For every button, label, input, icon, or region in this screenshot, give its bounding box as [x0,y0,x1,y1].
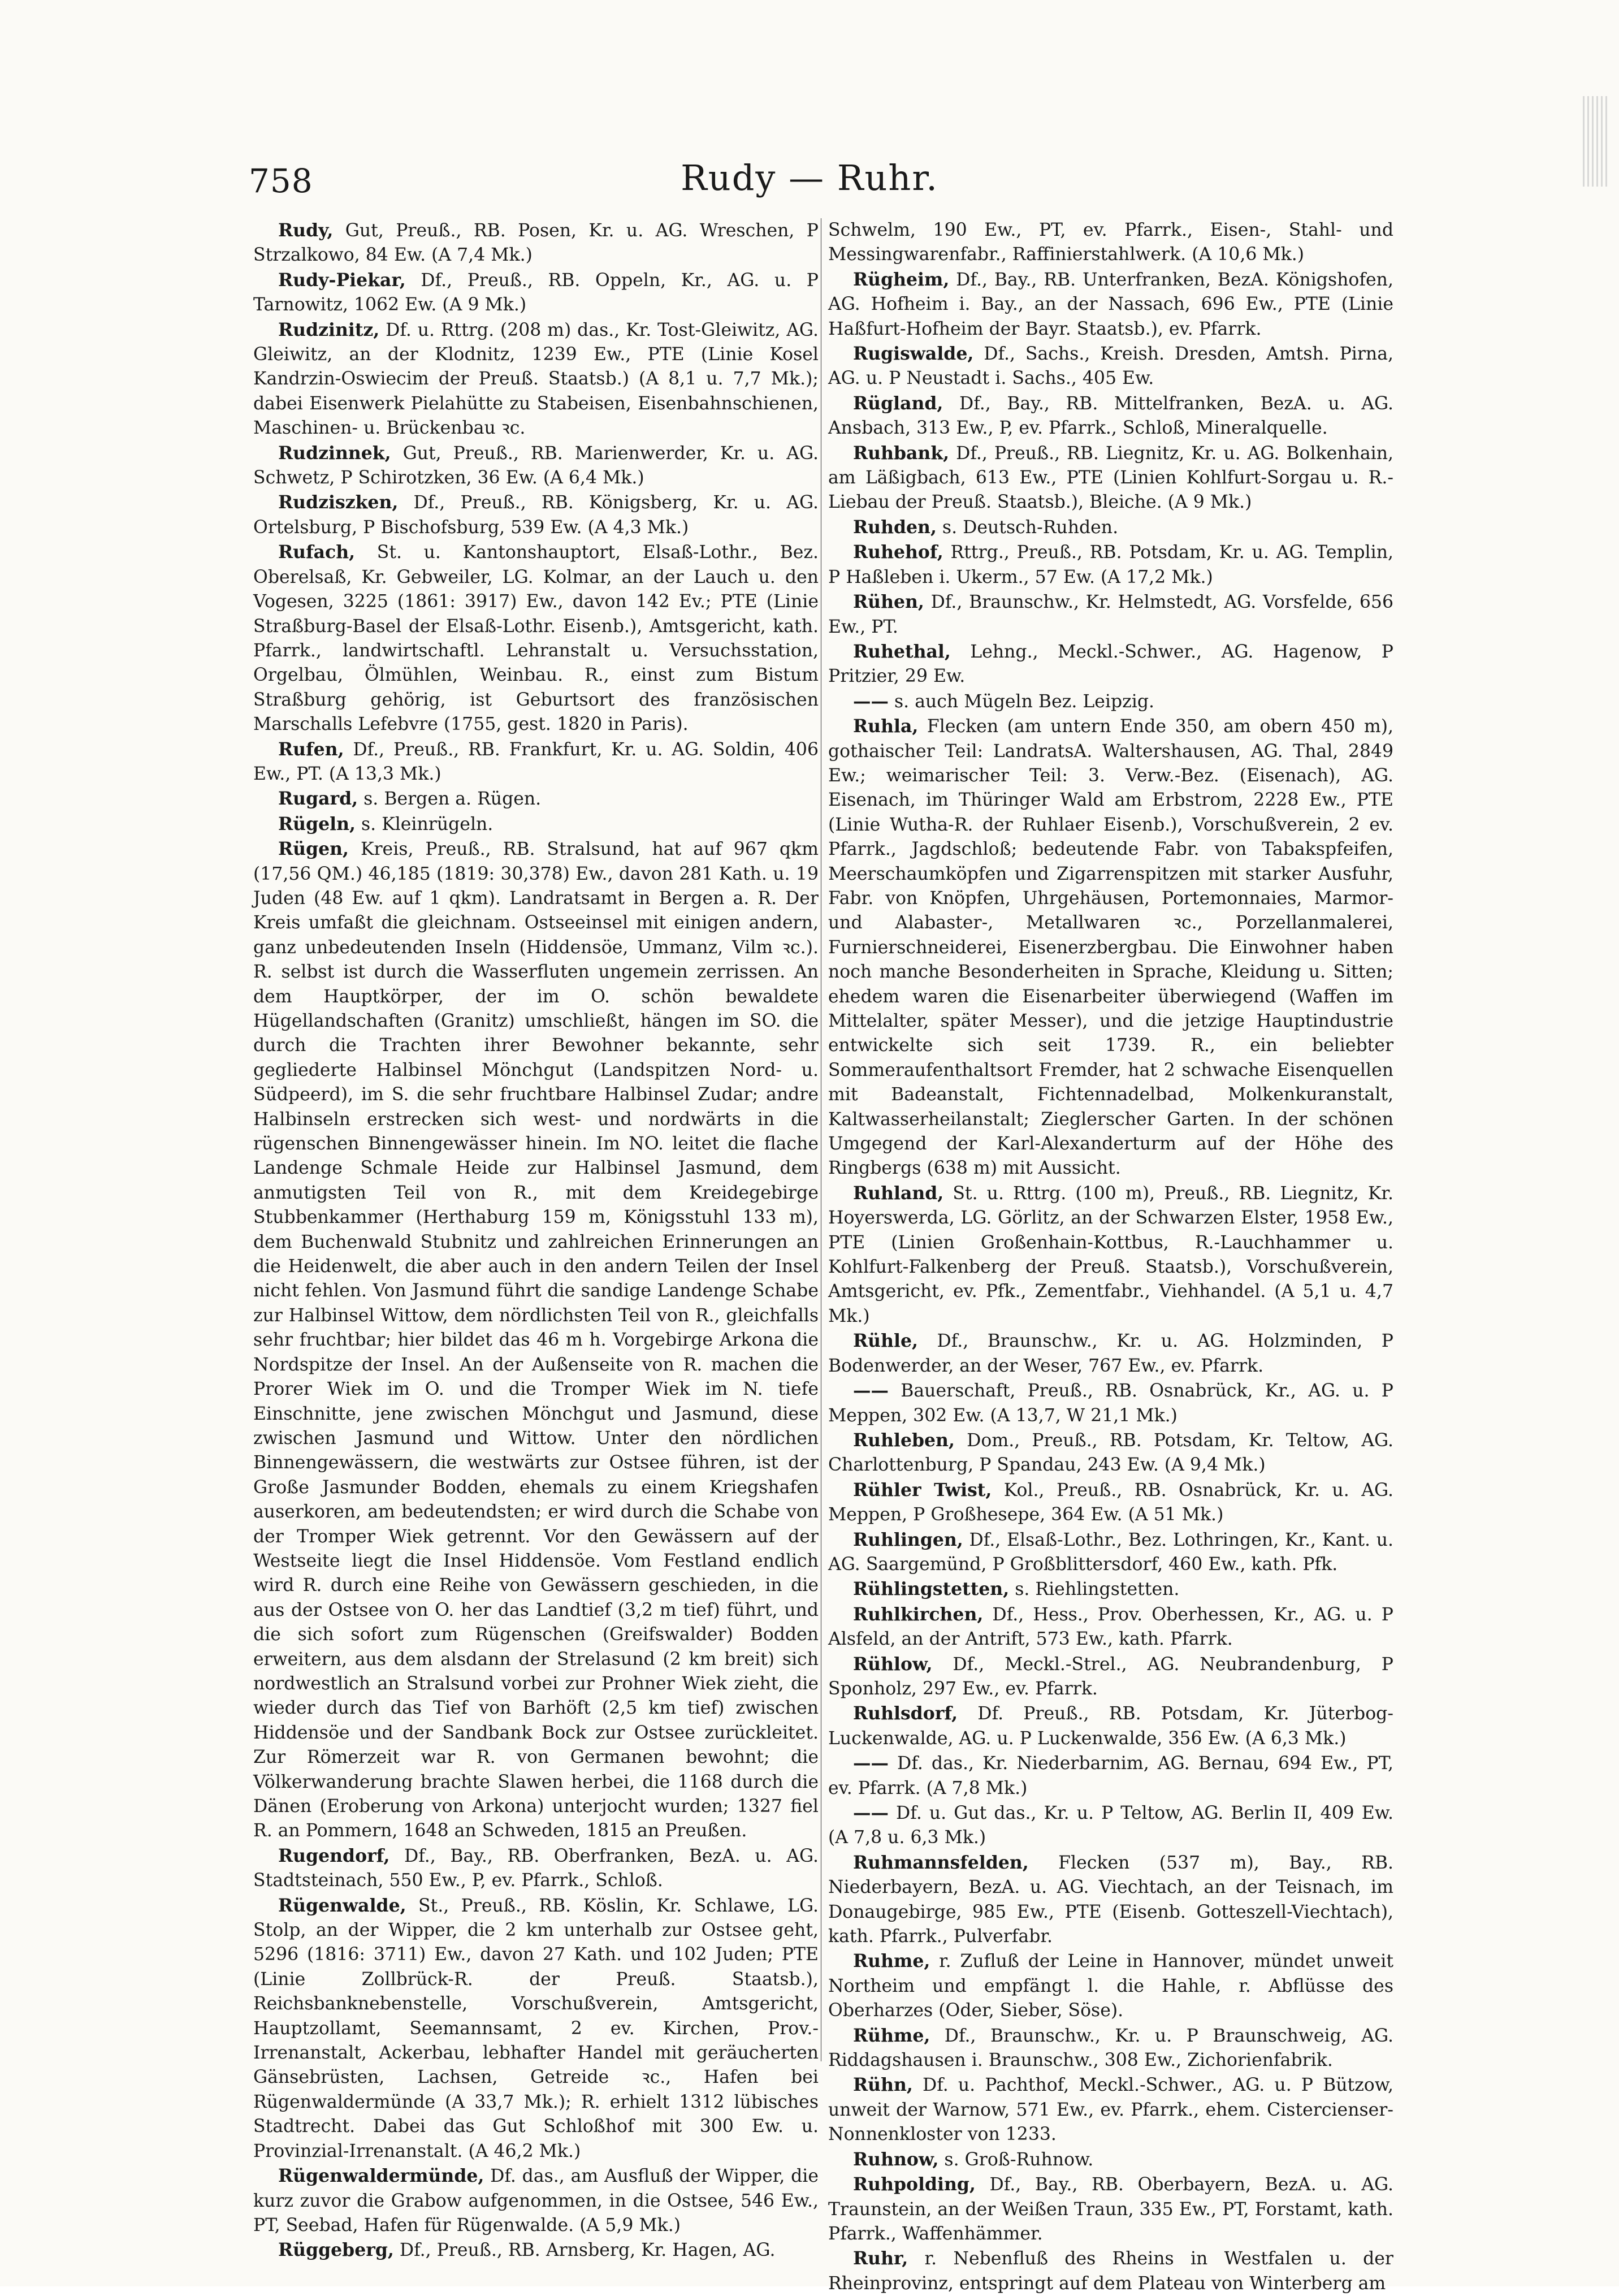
entry-text: St., Preuß., RB. Köslin, Kr. Schlawe, LG. Stolp, an der Wipper, die 2 km unterhalb zur Ostsee geht, 5296 (1816: 3711) Ew., davon 27 Kath. und 102 Juden; PTE (Linie Zollbrück-R. der Preuß. Staatsb.), Reichsbanknebenstelle, Vorschußverein, Amtsgericht, Hauptzollamt, Seemannsamt, 2 ev. Kirchen, Prov.-Irrenanstalt, Ackerbau, lebhafter Handel mit geräucherten Gänsebrüsten, Lachsen, Getreide ꝛc., Hafen bei Rügenwaldermünde (A 33,7 Mk.); R. erhielt 1312 lübisches Stadtrecht. Dabei das Gut Schloßhof mit 300 Ew. u. Provinzial-Irrenanstalt. (A 46,2 Mk.) [253,1895,819,2161]
entry-text: r. Nebenfluß des Rheins in Westfalen u. der Rheinprovinz, entspringt auf dem Plateau von Winterberg am [828,2249,1393,2294]
dictionary-entry [828,1949,1393,2023]
entry-headword: Rühlow, [853,1653,933,1675]
entry-headword: Ruhpolding, [853,2174,976,2195]
entry-headword: Rufen, [278,738,344,760]
dictionary-entry [253,2238,819,2263]
dictionary-entry [828,1378,1393,1428]
entry-text: s. Groß-Ruhnow. [938,2149,1094,2170]
entry-headword: Rugard, [278,788,358,810]
dictionary-entry [828,540,1393,590]
entry-headword: Rühle, [853,1330,918,1352]
entry-text: s. Riehlingstetten. [1009,1579,1180,1600]
entry-text: Schwelm, 190 Ew., PT, ev. Pfarrk., Eisen-, Stahl- und Messingwarenfabr., Raffinierstahlwerk. (A 10,6 Mk.) [828,220,1393,265]
entry-headword: Rügland, [853,392,943,414]
entry-headword: Ruhlsdorf, [853,1703,958,1724]
entry-text: Df. das., Kr. Niederbarnim, AG. Bernau, 694 Ew., PT, ev. Pfarrk. (A 7,8 Mk.) [828,1753,1393,1798]
entry-text: Df. u. Gut das., Kr. u. P Teltow, AG. Berlin II, 409 Ew. (A 7,8 u. 6,3 Mk.) [828,1803,1393,1848]
dictionary-entry [828,1751,1393,1801]
entry-headword: —— [853,690,889,712]
entry-text: Df. u. Pachthof, Meckl.-Schwer., AG. u. P Bützow, unweit der Warnow, 571 Ew., ev. Pfarrk., ehem. Cistercienser-Nonnenkloster von 1233. [828,2075,1393,2145]
running-head: Rudy — Ruhr. [681,157,938,198]
entry-text: St. u. Rttrg. (100 m), Preuß., RB. Liegnitz, Kr. Hoyerswerda, LG. Görlitz, an der Schwarzen Elster, 1958 Ew., PTE (Linien Großenhain-Kottbus, R.-Lauchhammer u. Kohlfurt-Falkenberg der Preuß. Staatsb.), Vorschußverein, Amtsgericht, ev. Pfk., Zementfabr., Viehhandel. (A 5,1 u. 4,7 Mk.) [828,1183,1393,1326]
dictionary-entry [828,1801,1393,1850]
entry-text: Df., Sachs., Kreish. Dresden, Amtsh. Pirna, AG. u. P Neustadt i. Sachs., 405 Ew. [828,344,1393,389]
entry-text: Df. Preuß., RB. Potsdam, Kr. Jüterbog-Luckenwalde, AG. u. P Luckenwalde, 356 Ew. (A 6,3 Mk.) [828,1703,1393,1749]
entry-text: Flecken (537 m), Bay., RB. Niederbayern, BezA. u. AG. Viechtach, an der Teisnach, im Donaugebirge, 985 Ew., PTE (Eisenb. Gotteszell-Viechtach), kath. Pfarrk., Pulverfabr. [828,1852,1393,1947]
entry-text: Kreis, Preuß., RB. Stralsund, hat auf 967 qkm (17,56 QM.) 46,185 (1819: 30,378) Ew., davon 281 Kath. u. 19 Juden (48 Ew. auf 1 qkm). Landratsamt in Bergen a. R. Der Kreis umfaßt die gleichnam. Ostseeinsel mit einigen andern, ganz unbedeutenden Inseln (Hiddensöe, Ummanz, Vilm ꝛc.). R. selbst ist durch die Wasserfluten ungemein zerrissen. An dem Hauptkörper, der im O. schön bewaldete Hügellandschaften (Granitz) umschließt, hängen im SO. die durch die Trachten ihrer Bewohner bekannte, sehr gegliederte Halbinsel Mönchgut (Landspitzen Nord- u. Südpeerd), im S. die sehr fruchtbare Halbinsel Zudar; andre Halbinseln erstrecken sich west- und nordwärts in die rügenschen Binnengewässer hinein. Im NO. leitet die flache Landenge Schmale Heide zur Halbinsel Jasmund, dem anmutigsten Teil von R., mit dem Kreidegebirge Stubbenkammer (Herthaburg 159 m, Königsstuhl 133 m), dem Buchenwald Stubnitz und zahlreichen Erinnerungen an die Heidenwelt, die aber auch in den andern Teilen der Insel nicht fehlen. Von Jasmund führt die sandige Landenge Schabe zur Halbinsel Wittow, dem nördlichsten Teil von R., gleichfalls sehr fruchtbar; hier bildet das 46 m h. Vorgebirge Arkona die Nordspitze der Insel. An der Außenseite von R. machen die Prorer Wiek im O. und die Tromper Wiek im N. tiefe Einschnitte, jene zwischen Mönchgut und Jasmund, diese zwischen Jasmund und Wittow. Unter den nördlichen Binnengewässern, die westwärts zur Ostsee führen, ist der Große Jasmunder Bodden, ehemals zu einem Kriegshafen auserkoren, am bedeutendsten; er wird durch die Schabe von der Tromper Wiek getrennt. Vor den Gewässern auf der Westseite liegt die Insel Hiddensöe. Vom Festland endlich wird R. durch eine Reihe von Gewässern geschieden, in die aus der Ostsee von O. her das Landtief (3,2 m tief) führt, und die sich sofort zum Rügenschen (Greifswalder) Bodden erweitern, aus dem alsdann der Strelasund (2 km breit) sich nordwestlich an Stralsund vorbei zur Prohner Wiek zieht, die wieder durch das Tief von Barhöft (2,5 km tief) zwischen Hiddensöe und der Sandbank Bock zur Ostsee zurückleitet. Zur Römerzeit war R. von Germanen bewohnt; die Völkerwanderung brachte Slawen herbei, die 1168 durch die Dänen (Eroberung von Arkona) unterjocht wurden; 1327 fiel R. an Pommern, 1648 an Schweden, 1815 an Preußen. [253,839,819,1841]
entry-text: Df., Bay., RB. Oberbayern, BezA. u. AG. Traunstein, an der Weißen Traun, 335 Ew., PT, Forstamt, kath. Pfarrk., Waffenhämmer. [828,2174,1393,2244]
entry-text: s. Deutsch-Ruhden. [936,517,1119,538]
entry-text: Df., Preuß., RB. Arnsberg, Kr. Hagen, AG. [393,2240,776,2261]
entry-headword: Rühler Twist, [853,1479,992,1501]
dictionary-entry [828,1652,1393,1702]
entry-headword: Rügheim, [853,269,950,290]
dictionary-entry [828,590,1393,639]
entry-text: Df., Meckl.-Strel., AG. Neubrandenburg, P Sponholz, 297 Ew., ev. Pfarrk. [828,1654,1393,1699]
dictionary-entry [828,639,1393,689]
dictionary-entry [253,318,819,441]
dictionary-entry [253,2164,819,2238]
entry-headword: Rühen, [853,591,924,613]
dictionary-entry [828,1701,1393,1751]
entry-text: Df., Bay., RB. Unterfranken, BezA. Königshofen, AG. Hofheim i. Bay., an der Nassach, 696 Ew., PTE (Linie Haßfurt-Hofheim der Bayr. Staatsb.), ev. Pfarrk. [828,269,1393,339]
left-column [253,218,819,2263]
dictionary-entry [253,1893,819,2164]
entry-text: s. Kleinrügeln. [355,814,494,834]
entry-text: Df., Preuß., RB. Oppeln, Kr., AG. u. P Tarnowitz, 1062 Ew. (A 9 Mk.) [253,270,819,315]
dictionary-entry [828,1577,1393,1602]
dictionary-entry [828,1478,1393,1528]
entry-headword: Rugiswalde, [853,343,974,365]
entry-headword: Rudziszken, [278,492,399,513]
dictionary-entry [253,490,819,540]
right-column [828,218,1393,2296]
entry-text: Df., Bay., RB. Oberfranken, BezA. u. AG. Stadtsteinach, 550 Ew., P, ev. Pfarrk., Schloß. [253,1845,819,1891]
entry-headword: Ruhnow, [853,2148,939,2170]
entry-text: s. Bergen a. Rügen. [358,789,542,810]
dictionary-entry [253,218,819,268]
dictionary-entry [828,2023,1393,2073]
entry-text: Df., Elsaß-Lothr., Bez. Lothringen, Kr., Kant. u. AG. Saargemünd, P Großblittersdorf, 460 Ew., kath. Pfk. [828,1529,1393,1575]
dictionary-entry [828,1528,1393,1577]
entry-text: St. u. Kantonshauptort, Elsaß-Lothr., Bez. Oberelsaß, Kr. Gebweiler, LG. Kolmar, an der Lauch u. den Vogesen, 3225 (1861: 3917) Ew., davon 142 Ev.; PTE (Linie Straßburg-Basel der Elsaß-Lothr. Eisenb.), Amtsgericht, kath. Pfarrk., landwirtschaftl. Lehranstalt u. Versuchsstation, Orgelbau, Ölmühlen, Weinbau. R., einst zum Bistum Straßburg gehörig, ist Geburtsort des französischen Marschalls Lefebvre (1755, gest. 1820 in Paris). [253,542,819,735]
entry-headword: Ruhme, [853,1951,930,1972]
dictionary-entry [828,267,1393,341]
entry-text: Df., Braunschw., Kr. u. AG. Holzminden, P Bodenwerder, an der Weser, 767 Ew., ev. Pfarrk. [828,1331,1393,1376]
entry-headword: Ruhland, [853,1182,944,1204]
dictionary-entry [828,515,1393,540]
entry-text: Kol., Preuß., RB. Osnabrück, Kr. u. AG. Meppen, P Großhesepe, 364 Ew. (A 51 Mk.) [828,1480,1393,1525]
dictionary-entry [828,1428,1393,1478]
entry-headword: Rudy, [278,220,334,241]
entry-headword: Rühme, [853,2025,930,2046]
entry-text: Df., Bay., RB. Mittelfranken, BezA. u. AG. Ansbach, 313 Ew., P, ev. Pfarrk., Schloß, Mineralquelle. [828,393,1393,439]
dictionary-entry [828,2147,1393,2172]
entry-headword: Ruhmannsfelden, [853,1852,1029,1873]
dictionary-entry [828,218,1393,267]
dictionary-entry [828,1181,1393,1329]
dictionary-entry [253,737,819,787]
entry-text: Df., Hess., Prov. Oberhessen, Kr., AG. u. P Alsfeld, an der Antrift, 573 Ew., kath. Pfarrk. [828,1604,1393,1650]
entry-headword: Rufach, [278,542,356,563]
entry-text: s. auch Mügeln Bez. Leipzig. [889,691,1154,712]
entry-headword: Rühlingstetten, [853,1579,1010,1600]
entry-headword: Rügenwalde, [278,1895,406,1916]
entry-text: Dom., Preuß., RB. Potsdam, Kr. Teltow, AG. Charlottenburg, P Spandau, 243 Ew. (A 9,4 Mk.) [828,1430,1393,1476]
entry-text: Gut, Preuß., RB. Marienwerder, Kr. u. AG. Schwetz, P Schirotzken, 36 Ew. (A 6,4 Mk.) [253,443,819,488]
entry-headword: Ruhlingen, [853,1529,963,1550]
entry-text: Rttrg., Preuß., RB. Potsdam, Kr. u. AG. Templin, P Haßleben i. Ukerm., 57 Ew. (A 17,2 Mk.) [828,542,1393,587]
entry-headword: Ruhden, [853,516,937,538]
entry-headword: —— [853,1753,889,1774]
dictionary-entry [828,714,1393,1181]
entry-headword: Rügeln, [278,813,356,834]
entry-text: Df. das., am Ausfluß der Wipper, die kurz zuvor die Grabow aufgenommen, in die Ostsee, 546 Ew., PT, Seebad, Hafen für Rügenwalde. (A 5,9 Mk.) [253,2166,819,2236]
dictionary-entry [253,1844,819,1893]
entry-headword: Rudy-Piekar, [278,269,406,291]
entry-headword: Rudzinitz, [278,319,380,340]
dictionary-entry [253,786,819,811]
entry-headword: Ruhla, [853,716,919,737]
dictionary-entry [828,1329,1393,1378]
dictionary-entry [828,341,1393,391]
entry-headword: —— [853,1380,889,1402]
entry-headword: Rugendorf, [278,1845,390,1866]
entry-text: Df. u. Rttrg. (208 m) das., Kr. Tost-Gleiwitz, AG. Gleiwitz, an der Klodnitz, 1239 Ew., PTE (Linie Kosel Kandrzin-Oswiecim der Preuß. Staatsb.) (A 8,1 u. 7,7 Mk.); dabei Eisenwerk Pielahütte zu Stabeisen, Eisenbahnschienen, Maschinen- u. Brückenbau ꝛc. [253,319,819,439]
entry-text: Flecken (am untern Ende 350, am obern 450 m), gothaischer Teil: LandratsA. Waltershausen, AG. Thal, 2849 Ew.; weimarischer Teil: 3. Verw.-Bez. (Eisenach), AG. Eisenach, im Thüringer Wald am Erbstrom, 2228 Ew., PTE (Linie Wutha-R. der Ruhlaer Eisenb.), Vorschußverein, 2 ev. Pfarrk., Jagdschloß; bedeutende Fabr. von Tabakspfeifen, Meerschaumköpfen und Zigarrenspitzen mit starker Ausfuhr, Fabr. von Knöpfen, Uhrgehäusen, Portemonnaies, Marmor- und Alabaster-, Metallwaren ꝛc., Porzellanmalerei, Furnierschneiderei, Eisenerzbergbau. Die Einwohner haben noch manche Besonderheiten in Sprache, Kleidung u. Sitten; ehedem waren die Eisenarbeiter überwiegend (Waffen im Mittelalter, später Messer), und die jetzige Hauptindustrie entwickelte sich seit 1739. R., ein beliebter Sommeraufenthaltsort Fremder, hat 2 schwache Eisenquellen mit Badeanstalt, Fichtennadelbad, Molkenkuranstalt, Kaltwasserheilanstalt; Zieglerscher Garten. In der schönen Umgegend der Karl-Alexanderturm auf der Höhe des Ringbergs (638 m) mit Aussicht. [828,716,1393,1179]
dictionary-entry [828,441,1393,515]
entry-text: Lehng., Meckl.-Schwer., AG. Hagenow, P Pritzier, 29 Ew. [828,641,1393,687]
dictionary-entry [253,441,819,491]
entry-text: Df., Preuß., RB. Königsberg, Kr. u. AG. Ortelsburg, P Bischofsburg, 539 Ew. (A 4,3 Mk.) [253,492,819,538]
entry-headword: Ruhleben, [853,1429,955,1451]
entry-text: Gut, Preuß., RB. Posen, Kr. u. AG. Wreschen, P Strzalkowo, 84 Ew. (A 7,4 Mk.) [253,220,819,266]
entry-text: Df., Preuß., RB. Liegnitz, Kr. u. AG. Bolkenhain, am Läßigbach, 613 Ew., PTE (Linien Kohlfurt-Sorgau u. R.-Liebau der Preuß. Staatsb.), Bleiche. (A 9 Mk.) [828,443,1393,513]
entry-text: Df., Braunschw., Kr. u. P Braunschweig, AG. Riddagshausen i. Braunschw., 308 Ew., Zichorienfabrik. [828,2025,1393,2071]
dictionary-entry [828,2172,1393,2246]
entry-headword: Rudzinnek, [278,442,391,464]
dictionary-entry [828,1850,1393,1949]
entry-headword: Ruhr, [853,2248,908,2269]
entry-text: Df., Preuß., RB. Frankfurt, Kr. u. AG. Soldin, 406 Ew., PT. (A 13,3 Mk.) [253,739,819,784]
page-number: 758 [249,162,313,200]
entry-text: Bauerschaft, Preuß., RB. Osnabrück, Kr., AG. u. P Meppen, 302 Ew. (A 13,7, W 21,1 Mk.) [828,1381,1393,1426]
entry-headword: Rügen, [278,838,349,860]
dictionary-entry [828,689,1393,714]
dictionary-entry [828,2073,1393,2147]
entry-text: r. Zufluß der Leine in Hannover, mündet unweit Northeim und empfängt l. die Hahle, r. Abflüsse des Oberharzes (Oder, Sieber, Söse). [828,1951,1393,2021]
entry-text: Df., Braunschw., Kr. Helmstedt, AG. Vorsfelde, 656 Ew., PT. [828,592,1393,637]
dictionary-entry [253,837,819,1844]
dictionary-entry [828,391,1393,441]
entry-headword: Rügenwaldermünde, [278,2165,484,2187]
entry-headword: Rühn, [853,2074,913,2096]
dictionary-entry [253,812,819,837]
entry-headword: Ruhlkirchen, [853,1603,984,1625]
dictionary-entry [253,540,819,737]
entry-headword: Ruhethal, [853,641,951,662]
dictionary-entry [828,2246,1393,2296]
dictionary-entry [253,268,819,318]
entry-headword: Ruhehof, [853,542,943,563]
dictionary-entry [828,1602,1393,1652]
entry-headword: Ruhbank, [853,442,950,464]
entry-headword: Rüggeberg, [278,2239,394,2261]
entry-headword: —— [853,1802,889,1823]
